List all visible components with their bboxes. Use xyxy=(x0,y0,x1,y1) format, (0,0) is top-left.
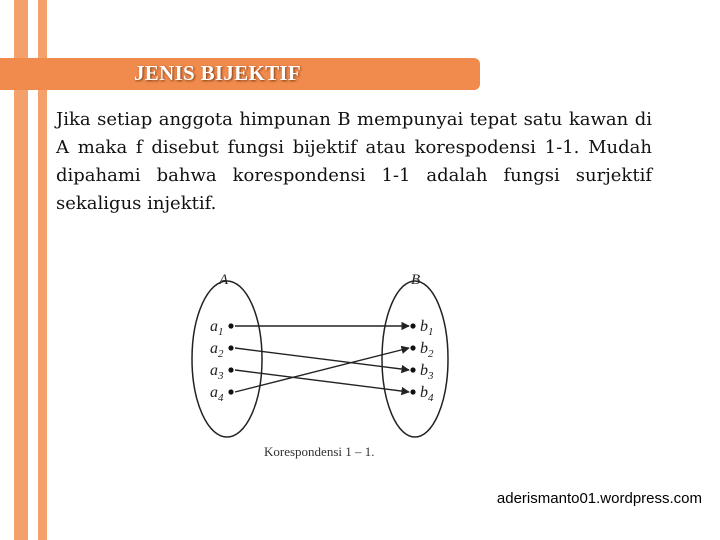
set-b-label: B xyxy=(411,272,421,288)
correspondence-diagram xyxy=(190,262,450,442)
domain-element-dot xyxy=(228,345,233,350)
set-a-ellipse xyxy=(192,281,262,437)
credit-text: aderismanto01.wordpress.com xyxy=(496,490,702,507)
set-b-ellipse xyxy=(382,281,448,437)
set-a-label: A xyxy=(219,272,229,288)
domain-element-label: $a_3$ xyxy=(210,362,224,382)
codomain-element-dot xyxy=(410,367,415,372)
codomain-element-label: $b_4$ xyxy=(420,384,434,404)
domain-element-label: $a_1$ xyxy=(210,318,224,338)
codomain-element-dot xyxy=(410,345,415,350)
codomain-element-dot xyxy=(410,323,415,328)
slide-title: JENIS BIJEKTIF xyxy=(134,61,302,85)
diagram-caption: Korespondensi 1 – 1. xyxy=(264,444,375,459)
codomain-element-label: $b_1$ xyxy=(420,318,434,338)
body-paragraph: Jika setiap anggota himpunan B mempunyai tepat satu kawan di A maka f disebut fungsi bijektif atau korespodensi 1-1. Mudah dipahami bahwa korespondensi 1-1 adalah fungsi surjektif sekaligus injektif. xyxy=(56,109,652,214)
codomain-element-dot xyxy=(410,389,415,394)
domain-element-dot xyxy=(228,367,233,372)
domain-element-label: $a_4$ xyxy=(210,384,224,404)
codomain-element-label: $b_3$ xyxy=(420,362,434,382)
domain-element-dot xyxy=(228,323,233,328)
domain-element-dot xyxy=(228,389,233,394)
codomain-element-label: $b_2$ xyxy=(420,340,434,360)
domain-element-label: $a_2$ xyxy=(210,340,224,360)
